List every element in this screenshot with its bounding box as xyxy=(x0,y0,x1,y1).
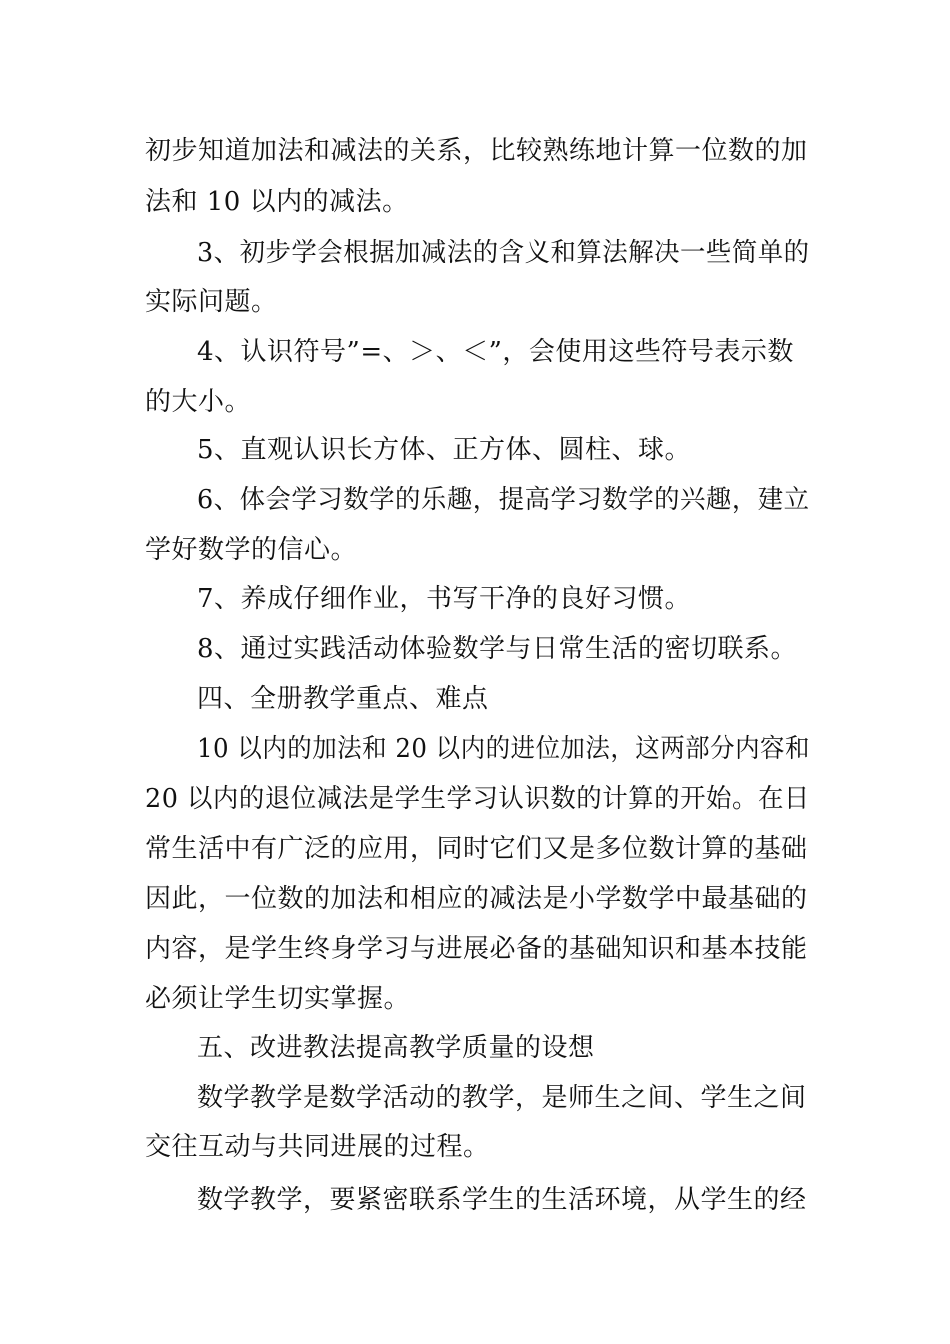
text-line: 的大小。 xyxy=(145,387,252,417)
text-line: 3、初步学会根据加减法的含义和算法解决一些简单的 xyxy=(197,238,810,268)
text-line: 数学教学是数学活动的教学，是师生之间、学生之间 xyxy=(197,1083,807,1113)
text-line: 交往互动与共同进展的过程。 xyxy=(145,1132,490,1162)
text-line: 内容，是学生终身学习与进展必备的基础知识和基本技能 xyxy=(145,934,808,964)
text-line: 因此，一位数的加法和相应的减法是小学数学中最基础的 xyxy=(145,884,808,914)
text-line: 数学教学，要紧密联系学生的生活环境，从学生的经 xyxy=(197,1185,807,1215)
text-line: 学好数学的信心。 xyxy=(145,535,358,565)
text-line: 6、体会学习数学的乐趣，提高学习数学的兴趣，建立 xyxy=(197,485,810,515)
text-line: 法和 10 以内的减法。 xyxy=(145,187,409,217)
text-line: 8、通过实践活动体验数学与日常生活的密切联系。 xyxy=(197,634,798,664)
section-heading: 四、全册教学重点、难点 xyxy=(197,684,489,714)
section-heading: 五、改进教法提高教学质量的设想 xyxy=(197,1033,595,1063)
text-line: 常生活中有广泛的应用，同时它们又是多位数计算的基础 xyxy=(145,834,808,864)
text-line: 20 以内的退位减法是学生学习认识数的计算的开始。在日 xyxy=(145,784,810,814)
text-line: 4、认识符号”=、＞、＜”，会使用这些符号表示数 xyxy=(197,337,794,367)
text-line: 5、直观认识长方体、正方体、圆柱、球。 xyxy=(197,435,692,465)
text-line: 10 以内的加法和 20 以内的进位加法，这两部分内容和 xyxy=(197,734,810,764)
text-line: 初步知道加法和减法的关系，比较熟练地计算一位数的加 xyxy=(145,136,808,166)
text-line: 必须让学生切实掌握。 xyxy=(145,984,411,1014)
text-line: 7、养成仔细作业，书写干净的良好习惯。 xyxy=(197,584,692,614)
text-line: 实际问题。 xyxy=(145,287,278,317)
